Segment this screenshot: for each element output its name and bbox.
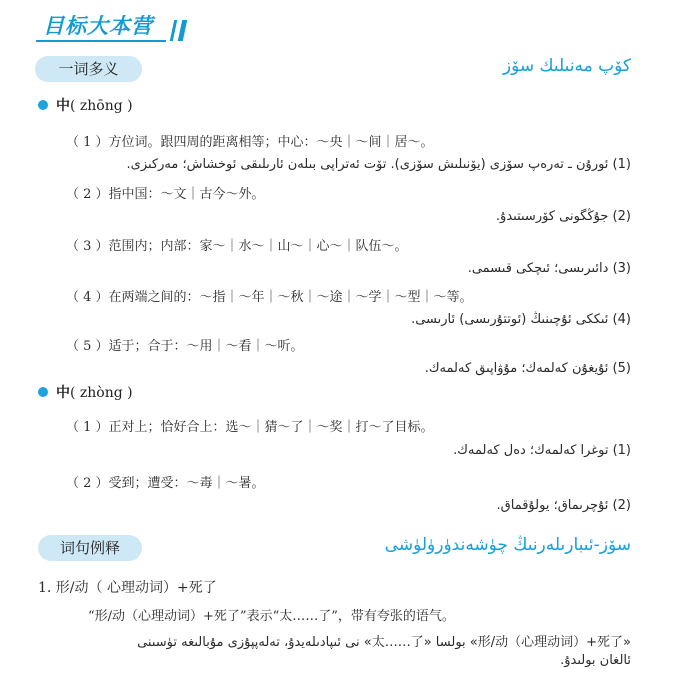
title-decoration-bar [178,20,187,41]
sense-cn: （ 2 ）指中国：～文｜古今～外。 [66,187,265,202]
example-explanation-ug: ئالغان بولىدۇ. [560,653,631,668]
sense-ug: (3) دائىرىسى؛ ئىچكى قىسمى. [467,261,631,276]
entry-pinyin: ( zhōng ) [70,98,133,114]
bullet-icon [38,100,48,110]
sense-ug: (1) توغرا كەلمەك؛ دەل كەلمەك. [453,443,631,458]
sense-cn: （ 3 ）范围内；内部：家～｜水～｜山～｜心～｜队伍～。 [66,239,408,254]
page-title: 目标大本营 [43,14,153,38]
sense-ug: (2) ئۇچرىماق؛ يولۇقماق. [496,498,631,513]
example-item-title: 1. 形/动（ 心理动词）+死了 [38,580,217,596]
entry-heading [56,382,133,402]
sense-cn: （ 5 ）适于；合于：～用｜～看｜～听。 [66,339,304,354]
sense-cn: （ 1 ）方位词。跟四周的距离相等；中心：～央｜～间｜居～。 [66,135,434,150]
sense-ug: (2) جۇڭگونى كۆرسىتىدۇ. [495,209,631,224]
sense-ug: (1) ئورۇن ـ تەرەپ سۆزى (يۆنىلىش سۆزى). تۆت ئەتراپى بىلەن ئارىلىقى ئوخشاش؛ مەركىزى. [126,157,631,172]
title-decoration-bar [170,20,177,41]
entry-char: 中 [56,98,70,114]
section-label-examples: 词句例释 [38,535,142,561]
sense-ug: (4) ئىككى ئۇچىنىڭ (ئوتتۇرىسى) ئارىسى. [411,312,631,327]
section-title-uyghur: سۆز-ئىبارىلەرنىڭ چۈشەندۈرۈلۈشى [384,535,631,555]
sense-cn: （ 2 ）受到；遭受：～毒｜～暑。 [66,476,265,491]
sense-ug: (5) ئۇيغۇن كەلمەك؛ مۇۋاپىق كەلمەك. [424,361,631,376]
title-underline [36,40,166,42]
section-title-uyghur: كۆپ مەنىلىك سۆز [502,56,631,76]
sense-cn: （ 1 ）正对上；恰好合上：选～｜猜～了｜～奖｜打～了目标。 [66,420,434,435]
sense-cn: （ 4 ）在两端之间的：～指｜～年｜～秋｜～途｜～学｜～型｜～等。 [66,290,473,305]
example-explanation-ug: «形/动（心理动词）+死了» بولسا «太……了» نى ئىپادىلەيدۇ، تەلەپپۇزى مۇبالىغە تۈسىنى [137,635,631,650]
bullet-icon [38,387,48,397]
example-explanation-cn: “形/动（心理动词）+死了”表示“太……了”，带有夸张的语气。 [88,609,455,624]
section-label-polysemy: 一词多义 [35,56,142,82]
entry-char: 中 [56,385,70,401]
entry-heading [56,95,133,115]
entry-pinyin: ( zhòng ) [70,385,133,401]
